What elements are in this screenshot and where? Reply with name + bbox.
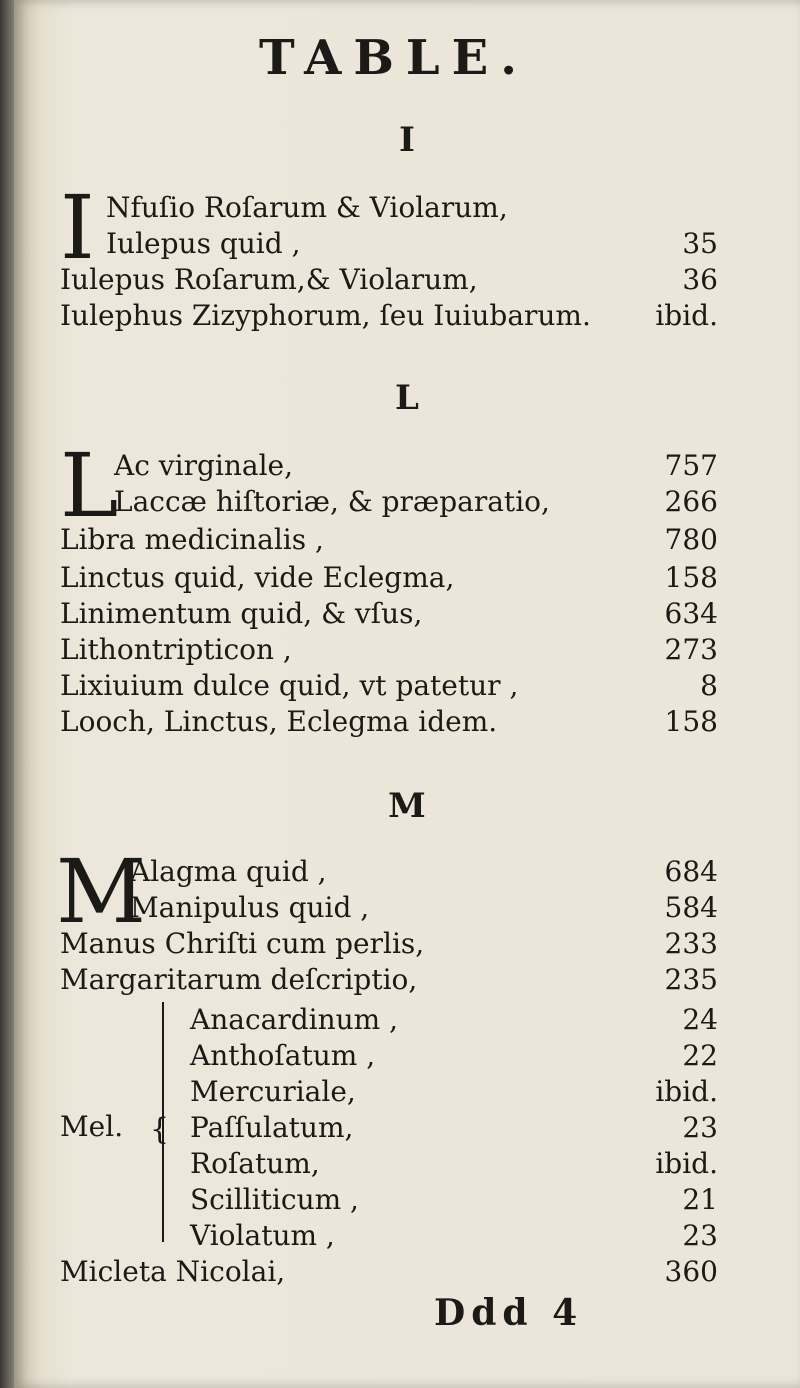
mel-entry-row: [190, 1038, 718, 1074]
entry-row: [60, 704, 718, 740]
mel-entry-row: [190, 1110, 718, 1146]
entry-page: 634: [664, 597, 718, 630]
mel-entry-row: [190, 1182, 718, 1218]
entry-text: Nfuſio Roſarum & Violarum,: [106, 191, 508, 224]
entry-page: 24: [682, 1003, 718, 1036]
entry-text: Laccæ hiſtoriæ, & præparatio,: [114, 485, 550, 518]
entry-row: [60, 262, 718, 298]
entry-page: 22: [682, 1039, 718, 1072]
entry-page: 273: [664, 633, 718, 666]
signature-mark: Ddd 4: [434, 1292, 584, 1334]
entry-row: [60, 632, 718, 668]
mel-entry-row: [190, 1146, 718, 1182]
entry-row: [106, 226, 718, 262]
entry-page: 360: [664, 1255, 718, 1288]
entry-text: Anthoſatum ,: [190, 1039, 376, 1072]
entry-row: [130, 890, 718, 926]
entry-text: Paſſulatum,: [190, 1111, 354, 1144]
mel-entry-row: [190, 1002, 718, 1038]
entry-row: [60, 560, 718, 596]
entry-text: Violatum ,: [190, 1219, 335, 1252]
entry-row: [60, 522, 718, 558]
entry-text: Lithontripticon ,: [60, 633, 292, 666]
brace-point: {: [150, 1112, 170, 1147]
section-heading-m: M: [388, 786, 426, 826]
entry-text: Linctus quid, vide Eclegma,: [60, 561, 455, 594]
mel-label: Mel.: [60, 1110, 124, 1143]
entry-page: 684: [664, 855, 718, 888]
entry-page: 757: [664, 449, 718, 482]
entry-page: ibid.: [655, 1075, 718, 1108]
entry-text: Libra medicinalis ,: [60, 523, 324, 556]
entry-text: Alagma quid ,: [130, 855, 327, 888]
entry-text: Iulepus quid ,: [106, 227, 301, 260]
mel-entry-row: [190, 1074, 718, 1110]
dropcap-l: L: [60, 434, 119, 537]
entry-row: [114, 484, 718, 520]
entry-text: Linimentum quid, & vſus,: [60, 597, 423, 630]
entry-row: [60, 298, 718, 334]
entry-text: Anacardinum ,: [190, 1003, 399, 1036]
entry-text: Manipulus quid ,: [130, 891, 370, 924]
entry-page: 235: [664, 963, 718, 996]
entry-text: Lixiuium dulce quid, vt patetur ,: [60, 669, 519, 702]
mel-entry-row: [190, 1218, 718, 1254]
entry-text: Mercuriale,: [190, 1075, 356, 1108]
entry-page: 35: [682, 227, 718, 260]
entry-page: 23: [682, 1111, 718, 1144]
entry-text: Scilliticum ,: [190, 1183, 359, 1216]
entry-text: Margaritarum deſcriptio,: [60, 963, 418, 996]
page-title: TABLE.: [259, 30, 529, 86]
entry-row: [60, 596, 718, 632]
dropcap-i: I: [60, 176, 95, 279]
entry-text: Ac virginale,: [114, 449, 293, 482]
entry-row: [60, 1254, 718, 1290]
entry-text: Iulephus Zizyphorum, ſeu Iuiubarum.: [60, 299, 591, 332]
entry-page: 584: [664, 891, 718, 924]
entry-page: ibid.: [655, 1147, 718, 1180]
entry-page: 266: [664, 485, 718, 518]
entry-page: 780: [664, 523, 718, 556]
entry-page: 36: [682, 263, 718, 296]
entry-row: [60, 668, 718, 704]
section-heading-l: L: [395, 378, 419, 418]
entry-page: ibid.: [655, 299, 718, 332]
entry-page: 8: [700, 669, 718, 702]
dropcap-m: M: [56, 840, 147, 943]
entry-row: [60, 926, 718, 962]
entry-text: Iulepus Roſarum,& Violarum,: [60, 263, 478, 296]
entry-text: Roſatum,: [190, 1147, 320, 1180]
entry-row: [106, 190, 718, 226]
entry-page: 233: [664, 927, 718, 960]
entry-page: 23: [682, 1219, 718, 1252]
entry-text: Manus Chriſti cum perlis,: [60, 927, 425, 960]
entry-text: Looch, Linctus, Eclegma idem.: [60, 705, 498, 738]
section-heading-i: I: [399, 120, 415, 160]
entry-row: [114, 448, 718, 484]
entry-page: 158: [664, 705, 718, 738]
entry-page: 21: [682, 1183, 718, 1216]
entry-text: Micleta Nicolai,: [60, 1255, 286, 1288]
entry-page: 158: [664, 561, 718, 594]
entry-row: [60, 962, 718, 998]
entry-row: [130, 854, 718, 890]
book-page: [14, 0, 800, 1388]
